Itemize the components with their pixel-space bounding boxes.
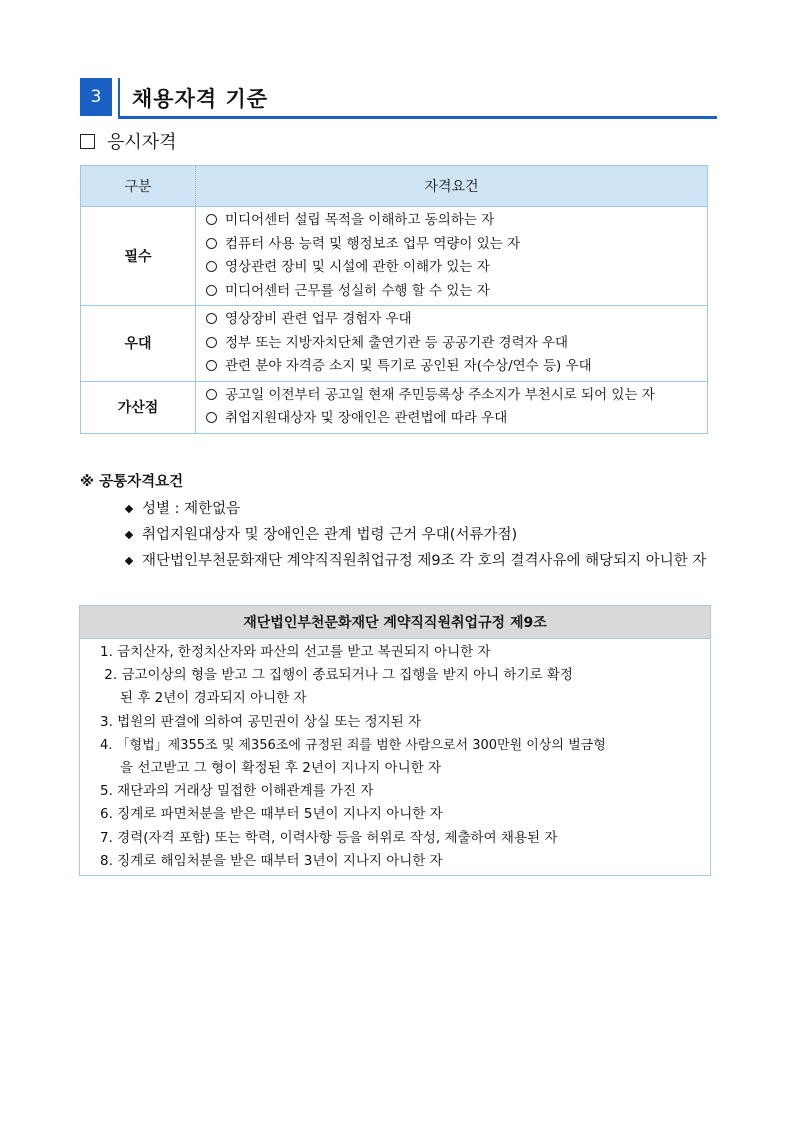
qualification-table-header	[81, 166, 708, 207]
list-item	[206, 280, 707, 304]
rule-item	[100, 664, 702, 710]
rule-item	[100, 711, 702, 734]
circle-bullet-icon	[206, 360, 217, 371]
section-divider	[118, 78, 120, 118]
subheading	[80, 128, 177, 154]
diamond-bullet-icon	[125, 505, 133, 513]
rule-item	[100, 641, 702, 664]
rule-text: 5. 재단과의 거래상 밀접한 이해관계를 가진 자	[100, 783, 374, 800]
rule-text: 6. 징계로 파면처분을 받은 때부터 5년이 지나지 아니한 자	[100, 806, 443, 823]
item-text: 컴퓨터 사용 능력 및 행정보조 업무 역량이 있는 자	[225, 235, 521, 252]
list-item	[124, 549, 714, 574]
item-text: 성별 : 제한없음	[142, 501, 241, 517]
row-category: 가산점	[81, 381, 196, 433]
row-items	[196, 306, 708, 382]
row-items	[196, 381, 708, 433]
common-requirements-title: ※ 공통자격요건	[80, 474, 184, 490]
rule-item	[100, 850, 702, 873]
list-item	[206, 355, 707, 379]
circle-bullet-icon	[206, 261, 217, 272]
rule-text: 3. 법원의 판결에 의하여 공민권이 상실 또는 정지된 자	[100, 713, 422, 730]
header-category: 구분	[81, 166, 196, 207]
item-text: 영상장비 관련 업무 경험자 우대	[225, 311, 412, 327]
subheading-text: 응시자격	[107, 132, 177, 153]
rule-text-continued: 된 후 2년이 경과되지 아니한 자	[120, 690, 307, 707]
item-text: 취업지원대상자 및 장애인은 관련법에 따라 우대	[225, 410, 508, 426]
diamond-bullet-icon	[125, 557, 133, 565]
common-requirements-list	[124, 497, 714, 575]
qualification-table	[80, 165, 708, 434]
item-text: 미디어센터 설립 목적을 이해하고 동의하는 자	[225, 212, 495, 228]
row-category: 필수	[81, 207, 196, 306]
list-item	[206, 407, 707, 431]
item-text: 재단법인부천문화재단 계약직직원취업규정 제9조 각 호의 결격사유에 해당되지 아니한 자	[142, 553, 707, 569]
circle-bullet-icon	[206, 337, 217, 348]
circle-bullet-icon	[206, 285, 217, 296]
list-item	[206, 384, 707, 408]
disqualification-rules-table	[79, 605, 711, 876]
item-text: 공고일 이전부터 공고일 현재 주민등록상 주소지가 부천시로 되어 있는 자	[225, 386, 655, 403]
square-bullet-icon	[80, 134, 95, 149]
rule-text: 1. 금치산자, 한정치산자와 파산의 선고를 받고 복권되지 아니한 자	[100, 644, 491, 660]
list-item	[124, 523, 714, 548]
item-text: 영상관련 장비 및 시설에 관한 이해가 있는 자	[225, 259, 490, 275]
list-item	[206, 332, 707, 356]
section-title: 채용자격 기준	[132, 87, 269, 111]
item-text: 관련 분야 자격증 소지 및 특기로 공인된 자(수상/연수 등) 우대	[225, 358, 592, 374]
item-text: 정부 또는 지방자치단체 출연기관 등 공공기관 경력자 우대	[225, 334, 569, 351]
table-row	[81, 306, 708, 382]
item-text: 미디어센터 근무를 성실히 수행 할 수 있는 자	[225, 282, 490, 299]
rules-table-title: 재단법인부천문화재단 계약직직원취업규정 제9조	[80, 606, 711, 639]
rule-text: 4. 「형법」제355조 및 제356조에 규정된 죄를 범한 사람으로서 300만원 이상의 벌금형	[100, 737, 606, 753]
rule-text-continued: 을 선고받고 그 형이 확정된 후 2년이 지나지 아니한 자	[120, 760, 442, 777]
circle-bullet-icon	[206, 412, 217, 423]
rules-list	[80, 639, 711, 876]
circle-bullet-icon	[206, 389, 217, 400]
rule-text: 7. 경력(자격 포함) 또는 학력, 이력사항 등을 허위로 작성, 제출하여 채용된 자	[100, 829, 558, 846]
rule-item	[100, 734, 702, 780]
rule-item	[100, 780, 702, 803]
circle-bullet-icon	[206, 238, 217, 249]
rule-item	[100, 803, 702, 826]
header-requirements: 자격요건	[196, 166, 708, 207]
table-row	[81, 381, 708, 433]
section-number: 3	[80, 78, 112, 116]
list-item	[206, 233, 707, 257]
diamond-bullet-icon	[125, 531, 133, 539]
item-text: 취업지원대상자 및 장애인은 관계 법령 근거 우대(서류가점)	[142, 527, 518, 543]
row-category: 우대	[81, 306, 196, 382]
rule-text: 8. 징계로 해임처분을 받은 때부터 3년이 지나지 아니한 자	[100, 852, 443, 869]
circle-bullet-icon	[206, 214, 217, 225]
list-item	[124, 497, 714, 522]
list-item	[206, 209, 707, 233]
list-item	[206, 308, 707, 332]
section-underline	[118, 116, 717, 119]
table-row	[81, 207, 708, 306]
list-item	[206, 256, 707, 280]
rule-item	[100, 827, 702, 850]
circle-bullet-icon	[206, 313, 217, 324]
section-header	[80, 78, 717, 120]
rule-text: 2. 금고이상의 형을 받고 그 집행이 종료되거나 그 집행을 받지 아니 하기로 확정	[100, 667, 573, 684]
row-items	[196, 207, 708, 306]
